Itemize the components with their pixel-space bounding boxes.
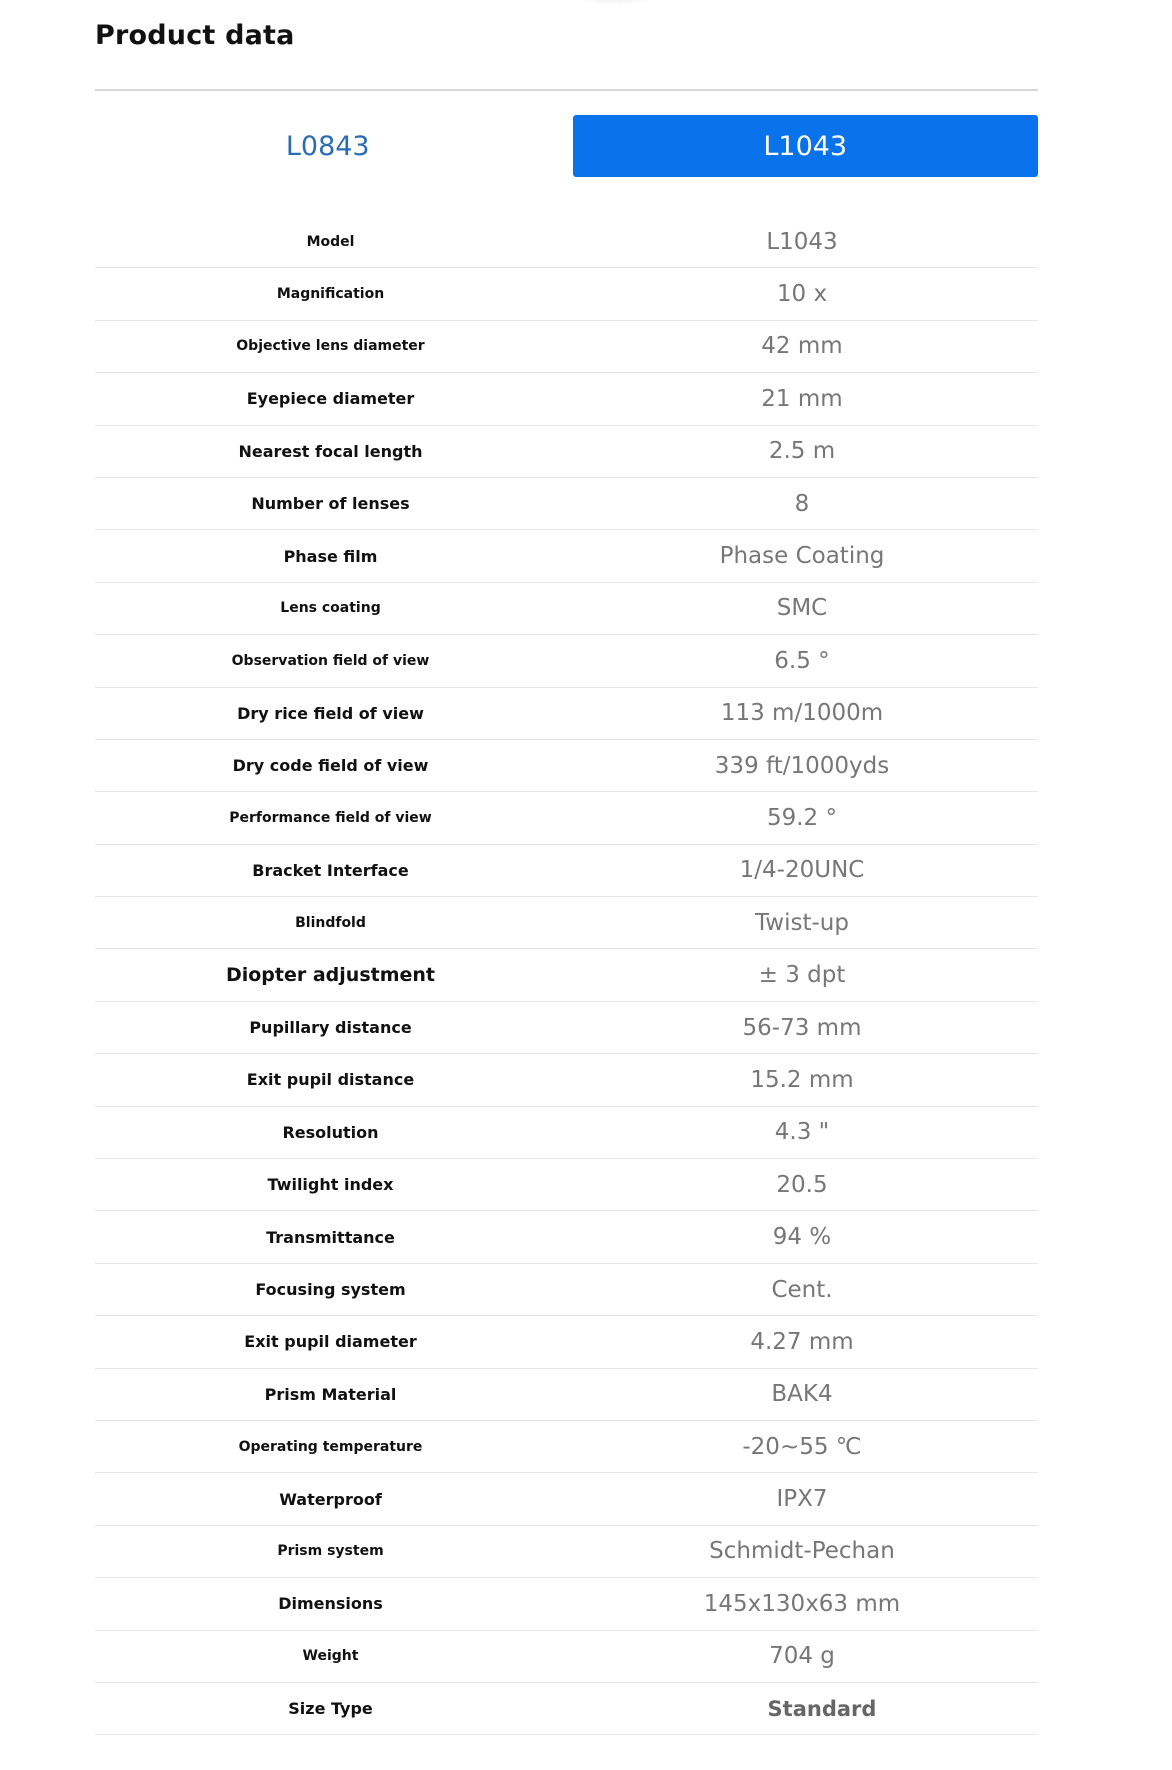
table-row <box>95 373 1038 425</box>
spec-value: 145x130x63 mm <box>703 1590 901 1617</box>
spec-value: Twist-up <box>755 909 849 936</box>
spec-value: 59.2 ° <box>766 804 838 831</box>
spec-value: -20~55 ℃ <box>742 1433 862 1460</box>
spec-value: ± 3 dpt <box>758 962 846 989</box>
table-row <box>95 688 1038 740</box>
spec-label: Phase film <box>283 546 378 566</box>
spec-label: Prism Material <box>264 1384 397 1404</box>
table-row <box>95 1683 1038 1735</box>
spec-label: Twilight index <box>267 1175 394 1195</box>
table-row <box>95 1316 1038 1368</box>
spec-value: Schmidt-Pechan <box>709 1538 895 1565</box>
spec-value: 15.2 mm <box>750 1066 854 1093</box>
table-row <box>95 1473 1038 1525</box>
spec-value: 56-73 mm <box>742 1014 862 1041</box>
spec-label: Number of lenses <box>251 494 410 514</box>
spec-value: BAK4 <box>771 1381 833 1408</box>
spec-label: Size Type <box>288 1699 373 1719</box>
spec-label: Magnification <box>276 286 385 303</box>
spec-value: 339 ft/1000yds <box>714 752 890 779</box>
spec-label: Exit pupil distance <box>246 1070 415 1090</box>
table-row <box>95 845 1038 897</box>
table-row <box>95 583 1038 635</box>
table-row <box>95 792 1038 844</box>
spec-value: 42 mm <box>761 333 843 360</box>
table-row <box>95 268 1038 320</box>
spec-value: SMC <box>776 595 828 622</box>
table-row <box>95 216 1038 268</box>
spec-label: Diopter adjustment <box>225 964 436 987</box>
spec-value: 8 <box>794 490 810 517</box>
spec-value: Standard <box>767 1696 877 1721</box>
spec-value: 6.5 ° <box>774 647 830 674</box>
spec-value: 1/4-20UNC <box>739 857 865 884</box>
spec-value: 2.5 m <box>768 438 836 465</box>
table-row <box>95 949 1038 1001</box>
spec-value: 113 m/1000m <box>720 700 884 727</box>
table-row <box>95 1054 1038 1106</box>
title-divider <box>95 89 1038 91</box>
page-title: Product data <box>95 20 295 51</box>
spec-value: 4.3 " <box>774 1119 830 1146</box>
spec-label: Transmittance <box>266 1227 395 1247</box>
spec-value: 20.5 <box>776 1171 828 1198</box>
spec-label: Dry code field of view <box>232 756 429 776</box>
spec-label: Weight <box>302 1648 359 1665</box>
spec-label: Resolution <box>282 1122 379 1142</box>
spec-value: 4.27 mm <box>750 1328 854 1355</box>
table-row <box>95 1578 1038 1630</box>
spec-label: Performance field of view <box>229 809 432 826</box>
spec-value: Cent. <box>771 1276 833 1303</box>
spec-value: 94 % <box>772 1224 832 1251</box>
spec-label: Lens coating <box>280 600 381 617</box>
spec-label: Blindfold <box>295 914 366 931</box>
spec-label: Waterproof <box>279 1489 382 1509</box>
table-row <box>95 1264 1038 1316</box>
table-row <box>95 1107 1038 1159</box>
spec-label: Operating temperature <box>238 1438 423 1455</box>
table-row <box>95 897 1038 949</box>
spec-label: Dry rice field of view <box>237 703 424 723</box>
spec-label: Objective lens diameter <box>236 338 425 355</box>
spec-value: 10 x <box>776 281 828 308</box>
table-row <box>95 1526 1038 1578</box>
spec-table <box>95 216 1038 1735</box>
spec-label: Pupillary distance <box>249 1018 412 1038</box>
spec-label: Dimensions <box>278 1594 383 1614</box>
spec-value: L1043 <box>766 228 838 255</box>
spec-label: Observation field of view <box>231 652 430 669</box>
model-tabs <box>95 115 1038 177</box>
top-shadow-decoration <box>570 0 660 6</box>
spec-label: Exit pupil diameter <box>244 1332 417 1352</box>
table-row <box>95 530 1038 582</box>
spec-label: Bracket Interface <box>252 860 409 880</box>
table-row <box>95 1002 1038 1054</box>
spec-value: IPX7 <box>776 1486 828 1513</box>
table-row <box>95 740 1038 792</box>
spec-label: Eyepiece diameter <box>246 389 415 409</box>
spec-label: Model <box>306 233 355 250</box>
tab-l0843[interactable]: L0843 <box>285 130 370 162</box>
table-row <box>95 426 1038 478</box>
table-row <box>95 1421 1038 1473</box>
tab-l1043[interactable]: L1043 <box>573 115 1039 177</box>
spec-value: 704 g <box>769 1643 835 1670</box>
table-row <box>95 478 1038 530</box>
spec-label: Nearest focal length <box>238 441 423 461</box>
spec-label: Prism system <box>277 1543 384 1560</box>
table-row <box>95 1369 1038 1421</box>
spec-value: Phase Coating <box>719 543 885 570</box>
spec-label: Focusing system <box>255 1280 406 1299</box>
table-row <box>95 1211 1038 1263</box>
table-row <box>95 635 1038 687</box>
table-row <box>95 1631 1038 1683</box>
spec-value: 21 mm <box>761 385 843 412</box>
table-row <box>95 1159 1038 1211</box>
table-row <box>95 321 1038 373</box>
